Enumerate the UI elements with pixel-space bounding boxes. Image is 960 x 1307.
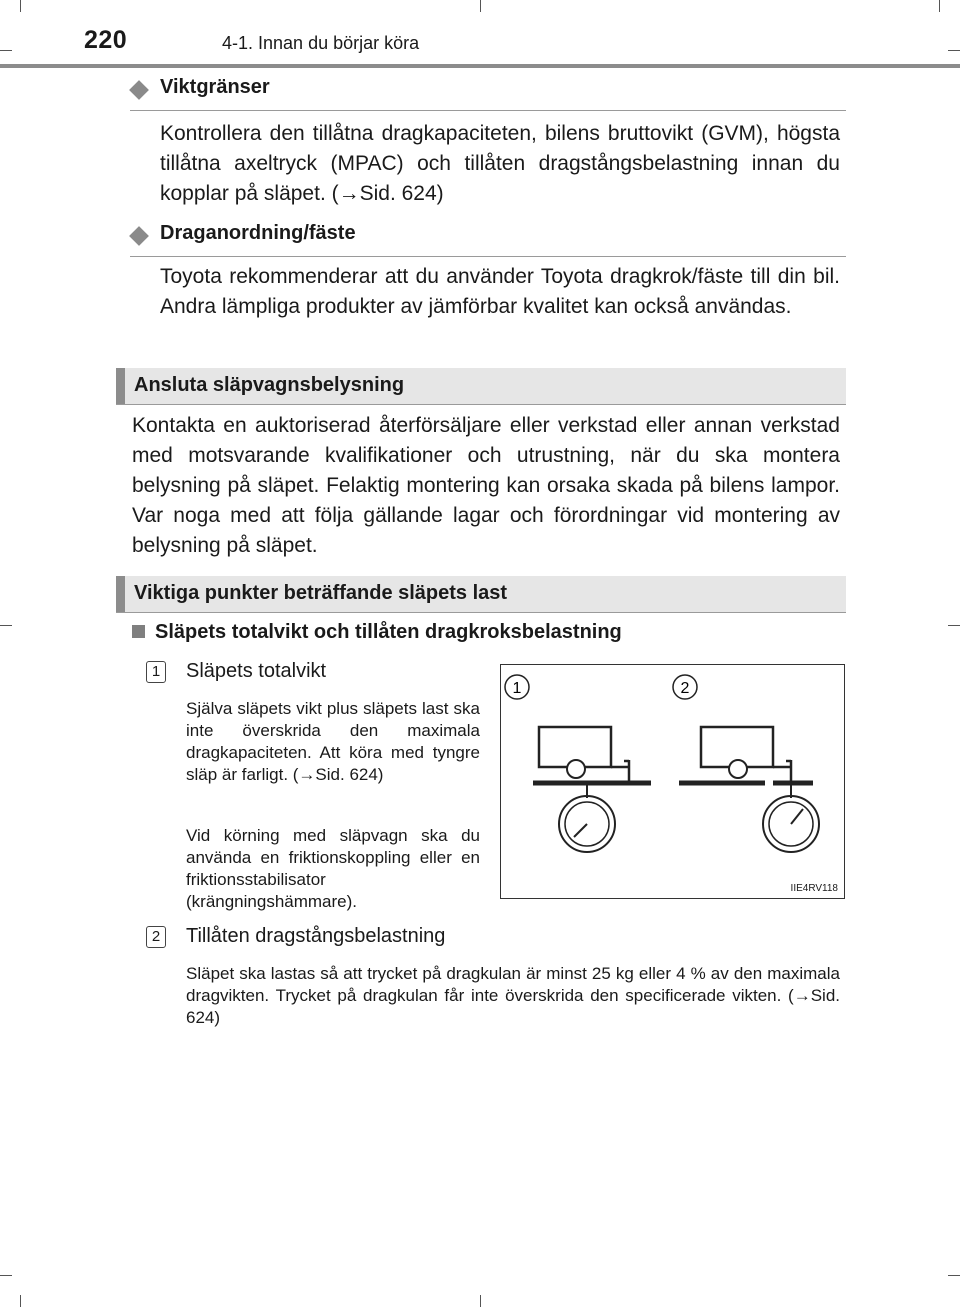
lighting-heading	[116, 368, 846, 405]
weight-limits-heading-label: Viktgränser	[160, 76, 270, 98]
lighting-heading-label: Ansluta släpvagnsbelysning	[134, 374, 405, 396]
section-title: 4-1. Innan du börjar köra	[222, 33, 420, 53]
diamond-bullet-icon	[129, 226, 149, 246]
page-number: 220	[84, 26, 128, 54]
item2-label: Tillåten dragstångsbelastning	[186, 925, 446, 947]
item1-para2: Vid körning med släpvagn ska du använda en friktionskoppling eller en friktionsstabilisator (krängningshämmare).	[186, 826, 480, 911]
hitch-heading	[130, 222, 846, 257]
header-rule	[0, 64, 960, 68]
lighting-body: Kontakta en auktoriserad återförsäljare eller verkstad eller annan verkstad med motsvarande kvalifikationer och utrustning, när du ska montera belysning på släpet. Felaktig montering kan orsaka skada på bilens lampor. Var noga med att följa gällande lagar och förordningar vid montering av belysning på släpet.	[132, 414, 840, 557]
item-number-badge: 2	[146, 926, 166, 948]
trailer-left-icon	[533, 727, 651, 852]
item2-para: Släpet ska lastas så att trycket på dragkulan är minst 25 kg eller 4 % av den maximala dragvikten. Trycket på dragkulan får inte överskrida den specificerade vikten. (→Sid. 624)	[186, 964, 840, 1027]
crop-mark	[0, 625, 12, 626]
figure-code: IIE4RV118	[790, 883, 838, 894]
load-heading-label: Viktiga punkter beträffande släpets last	[134, 582, 508, 604]
hitch-heading-label: Draganordning/fäste	[160, 222, 356, 244]
hitch-body: Toyota rekommenderar att du använder Toyota dragkrok/fäste till din bil. Andra lämpliga produkter av jämförbar kvalitet kan också användas.	[160, 265, 840, 318]
figure-label-1	[505, 675, 529, 699]
weight-limits-body: Kontrollera den tillåtna dragkapaciteten, bilens bruttovikt (GVM), högsta tillåtna axeltryck (MPAC) och tillåten dragstångsbelastning innan du kopplar på släpet. (→Sid. 624)	[160, 122, 840, 205]
square-bullet-icon	[132, 625, 145, 638]
crop-mark	[939, 0, 940, 12]
crop-mark	[0, 50, 12, 51]
item1-label: Släpets totalvikt	[186, 660, 327, 682]
crop-mark	[20, 0, 21, 12]
heading-bar	[116, 368, 125, 404]
load-subheading-label: Släpets totalvikt och tillåten dragkroksbelastning	[155, 621, 622, 643]
hitch-load-figure	[500, 664, 845, 899]
crop-mark	[20, 1295, 21, 1307]
weight-limits-heading	[130, 76, 846, 111]
item-number-badge: 1	[146, 661, 166, 683]
item1-para1: Själva släpets vikt plus släpets last ska inte överskrida den maximala dragkapaciteten. Att köra med tyngre släp är farligt. (→Sid. 624)	[186, 699, 480, 784]
crop-mark	[0, 1275, 12, 1276]
crop-mark	[948, 1275, 960, 1276]
trailer-scale-illustration	[501, 665, 846, 900]
crop-mark	[480, 0, 481, 12]
svg-text:1: 1	[512, 680, 522, 697]
load-subheading	[132, 621, 622, 644]
diamond-bullet-icon	[129, 80, 149, 100]
load-heading	[116, 576, 846, 613]
crop-mark	[948, 625, 960, 626]
crop-mark	[480, 1295, 481, 1307]
svg-text:2: 2	[680, 680, 690, 697]
trailer-right-icon	[679, 727, 819, 852]
figure-label-2	[673, 675, 697, 699]
crop-mark	[948, 50, 960, 51]
heading-bar	[116, 576, 125, 612]
